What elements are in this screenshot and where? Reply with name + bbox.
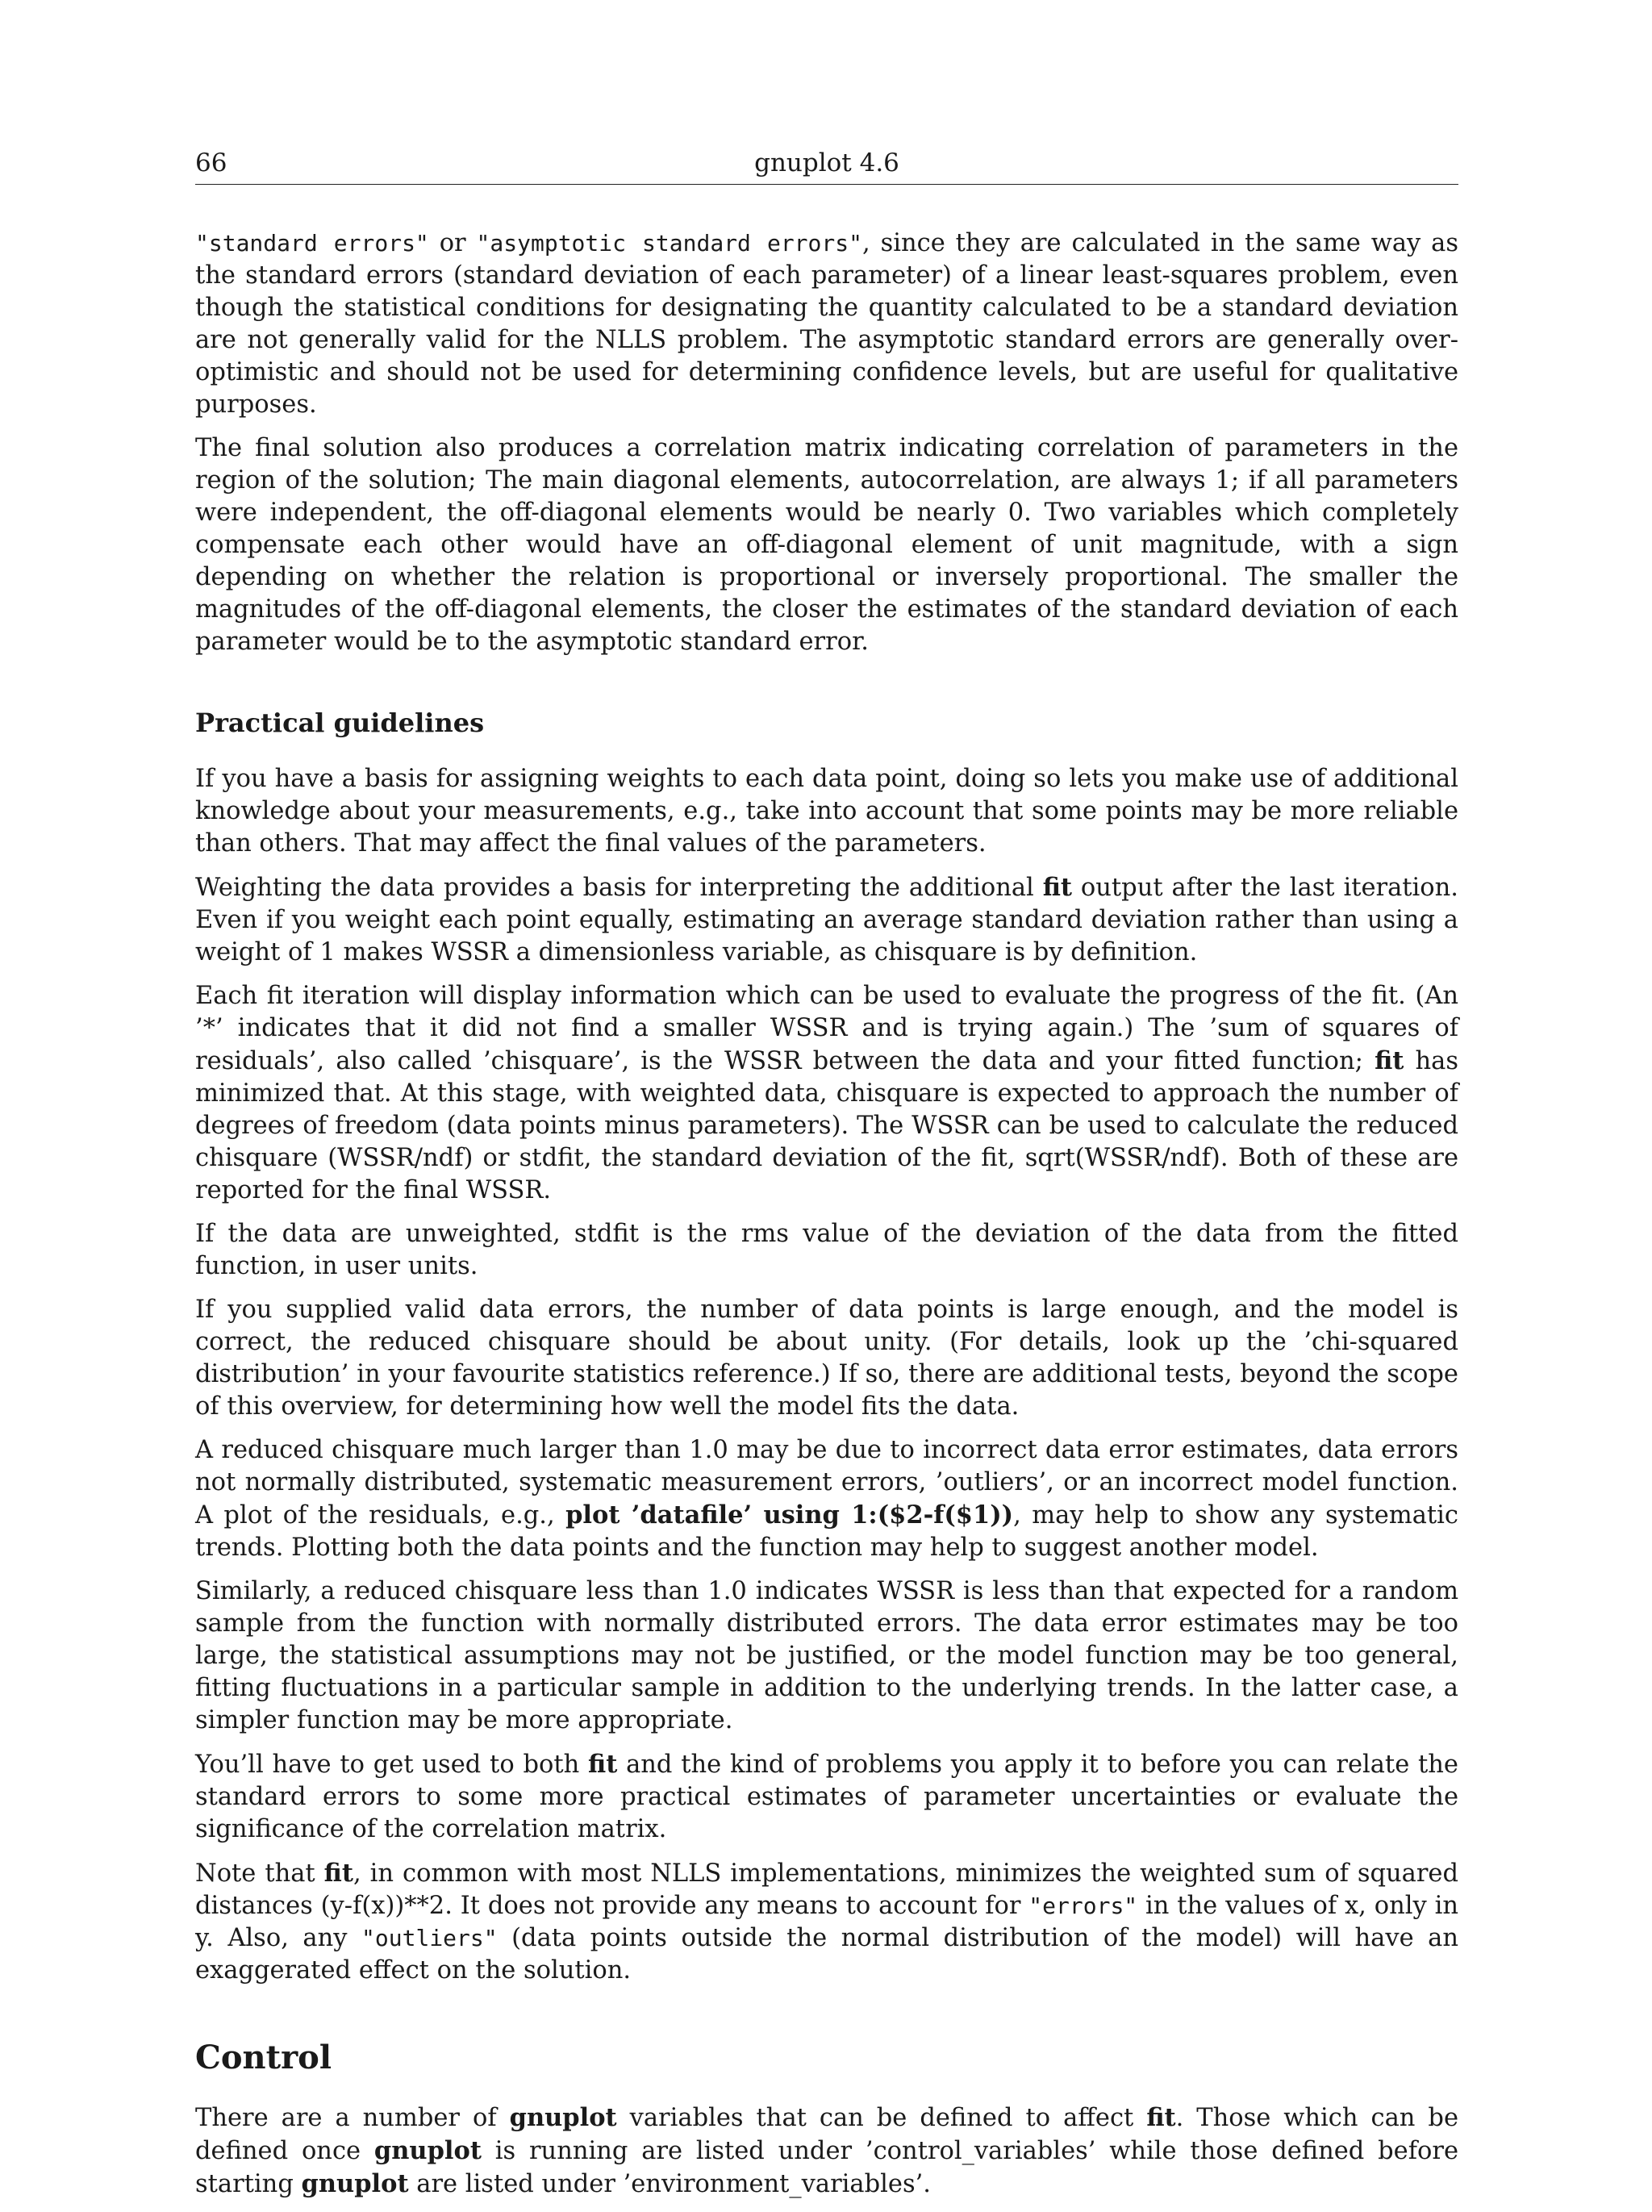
code-outliers: "outliers"	[361, 1925, 498, 1951]
text: Each fit iteration will display information which can be used to evaluate the progress of the fit. (An ’*’ indicates that it did not find a smaller WSSR and is trying again.) The ’sum of squares of residuals’, also called ’chisquare’, is the WSSR between the data and your fitted function;	[195, 982, 1458, 1075]
text: or	[428, 229, 477, 257]
command-plot-residuals: plot ’datafile’ using 1:($2-f($1))	[565, 1500, 1014, 1530]
code-asymptotic-errors: "asymptotic standard errors"	[476, 230, 862, 257]
text: has minimized that. At this stage, with weighted data, chisquare is expected to approach the number of degrees of freedom (data points minus parameters). The WSSR can be used to calculate the reduced chisquare (WSSR/ndf) or stdfit, the standard deviation of the fit, sqrt(WSSR/ndf). Both of these are reported for the final WSSR.	[195, 1047, 1458, 1204]
keyword-gnuplot: gnuplot	[301, 2169, 409, 2198]
code-errors: "errors"	[1028, 1893, 1138, 1919]
paragraph-unweighted: If the data are unweighted, stdfit is the rms value of the deviation of the data from the fitted function, in user units.	[195, 1220, 1458, 1280]
text: You’ll have to get used to both	[195, 1751, 589, 1779]
paragraph-control	[195, 2101, 1458, 2201]
paragraph-note	[195, 1857, 1458, 1987]
heading-control: Control	[195, 2039, 332, 2076]
text: Weighting the data provides a basis for interpreting the additional	[195, 874, 1043, 902]
running-title: gnuplot 4.6	[754, 148, 899, 177]
text: in the values of x, only in y. Also, any	[195, 1892, 1458, 1952]
text: There are a number of	[195, 2104, 510, 2132]
keyword-fit: fit	[1146, 2103, 1176, 2132]
paragraph-valid-errors: If you supplied valid data errors, the number of data points is large enough, and the model is correct, the reduced chisquare should be about unity. (For details, look up the ’chi-squared distribution’ in your favourite statistics reference.) If so, there are additional tests, beyond the scope of this overview, for determining how well the model fits the data.	[195, 1296, 1458, 1421]
paragraph-small-chisquare: Similarly, a reduced chisquare less than 1.0 indicates WSSR is less than that expected for a random sample from the function with normally distributed errors. The data error estimates may be too large, the statistical assumptions may not be justified, or the model function may be too general, fitting fluctuations in a particular sample in addition to the underlying trends. In the latter case, a simpler function may be more appropriate.	[195, 1577, 1458, 1734]
text: variables that can be defined to affect	[616, 2104, 1147, 2132]
text: and the kind of problems you apply it to before you can relate the standard errors to some more practical estimates of parameter uncertainties or evaluate the significance of the correlation matrix.	[195, 1751, 1458, 1843]
page-body	[195, 227, 1458, 2212]
page-header	[195, 148, 1458, 185]
paragraph-iteration	[195, 980, 1458, 1207]
text: Note that	[195, 1859, 324, 1888]
heading-practical-guidelines: Practical guidelines	[195, 707, 485, 738]
text: are listed under ’environment_variables’.	[408, 2170, 931, 2198]
text: A reduced chisquare much larger than 1.0 may be due to incorrect data error estimates, data errors not normally distributed, systematic measurement errors, ’outliers’, or an incorrect model function. A plot of the residuals, e.g.,	[195, 1436, 1458, 1530]
text: , since they are calculated in the same way as the standard errors (standard deviation of each parameter) of a linear least-squares problem, even though the statistical conditions for designating the quantity calculated to be a standard deviation are not generally valid for the NLLS problem. The asymptotic standard errors are generally over-optimistic and should not be used for determining confidence levels, but are useful for qualitative purposes.	[195, 229, 1459, 419]
code-standard-errors: "standard errors"	[195, 230, 429, 257]
text: , may help to show any systematic trends. Plotting both the data points and the function may help to suggest another model.	[195, 1501, 1458, 1562]
keyword-fit: fit	[588, 1750, 618, 1779]
keyword-fit: fit	[1375, 1046, 1404, 1075]
keyword-fit: fit	[323, 1859, 353, 1888]
paragraph-weighting	[195, 871, 1458, 969]
text: (data points outside the normal distribution of the model) will have an exaggerated effect on the solution.	[195, 1924, 1458, 1985]
paragraph-correlation-matrix: The final solution also produces a correlation matrix indicating correlation of parameters in the region of the solution; The main diagonal elements, autocorrelation, are always 1; if all parameters were independent, the off-diagonal elements would be nearly 0. Two variables which completely compensate each other would have an off-diagonal element of unit magnitude, with a sign depending on whether the relation is proportional or inversely proportional. The smaller the magnitudes of the off-diagonal elements, the closer the estimates of the standard deviation of each parameter would be to the asymptotic standard error.	[195, 434, 1458, 656]
text: . Those which can be defined once	[195, 2104, 1458, 2165]
keyword-fit: fit	[1042, 873, 1072, 902]
paragraph-weights: If you have a basis for assigning weights to each data point, doing so lets you make use of additional knowledge about your measurements, e.g., take into account that some points may be more reliable than others. That may affect the final values of the parameters.	[195, 765, 1458, 858]
paragraph-get-used	[195, 1748, 1458, 1846]
text: , in common with most NLLS implementations, minimizes the weighted sum of squared distances (y-f(x))**2. It does not provide any means to account for	[195, 1859, 1458, 1920]
keyword-gnuplot: gnuplot	[509, 2103, 617, 2132]
keyword-gnuplot: gnuplot	[373, 2136, 482, 2165]
page-number: 66	[195, 148, 227, 177]
text: is running are listed under ’control_variables’ while those defined before starting	[195, 2137, 1458, 2198]
text: output after the last iteration. Even if you weight each point equally, estimating an average standard deviation rather than using a weight of 1 makes WSSR a dimensionless variable, as chisquare is by definition.	[195, 874, 1459, 966]
paragraph-standard-errors	[195, 227, 1458, 421]
paragraph-large-chisquare	[195, 1434, 1458, 1564]
